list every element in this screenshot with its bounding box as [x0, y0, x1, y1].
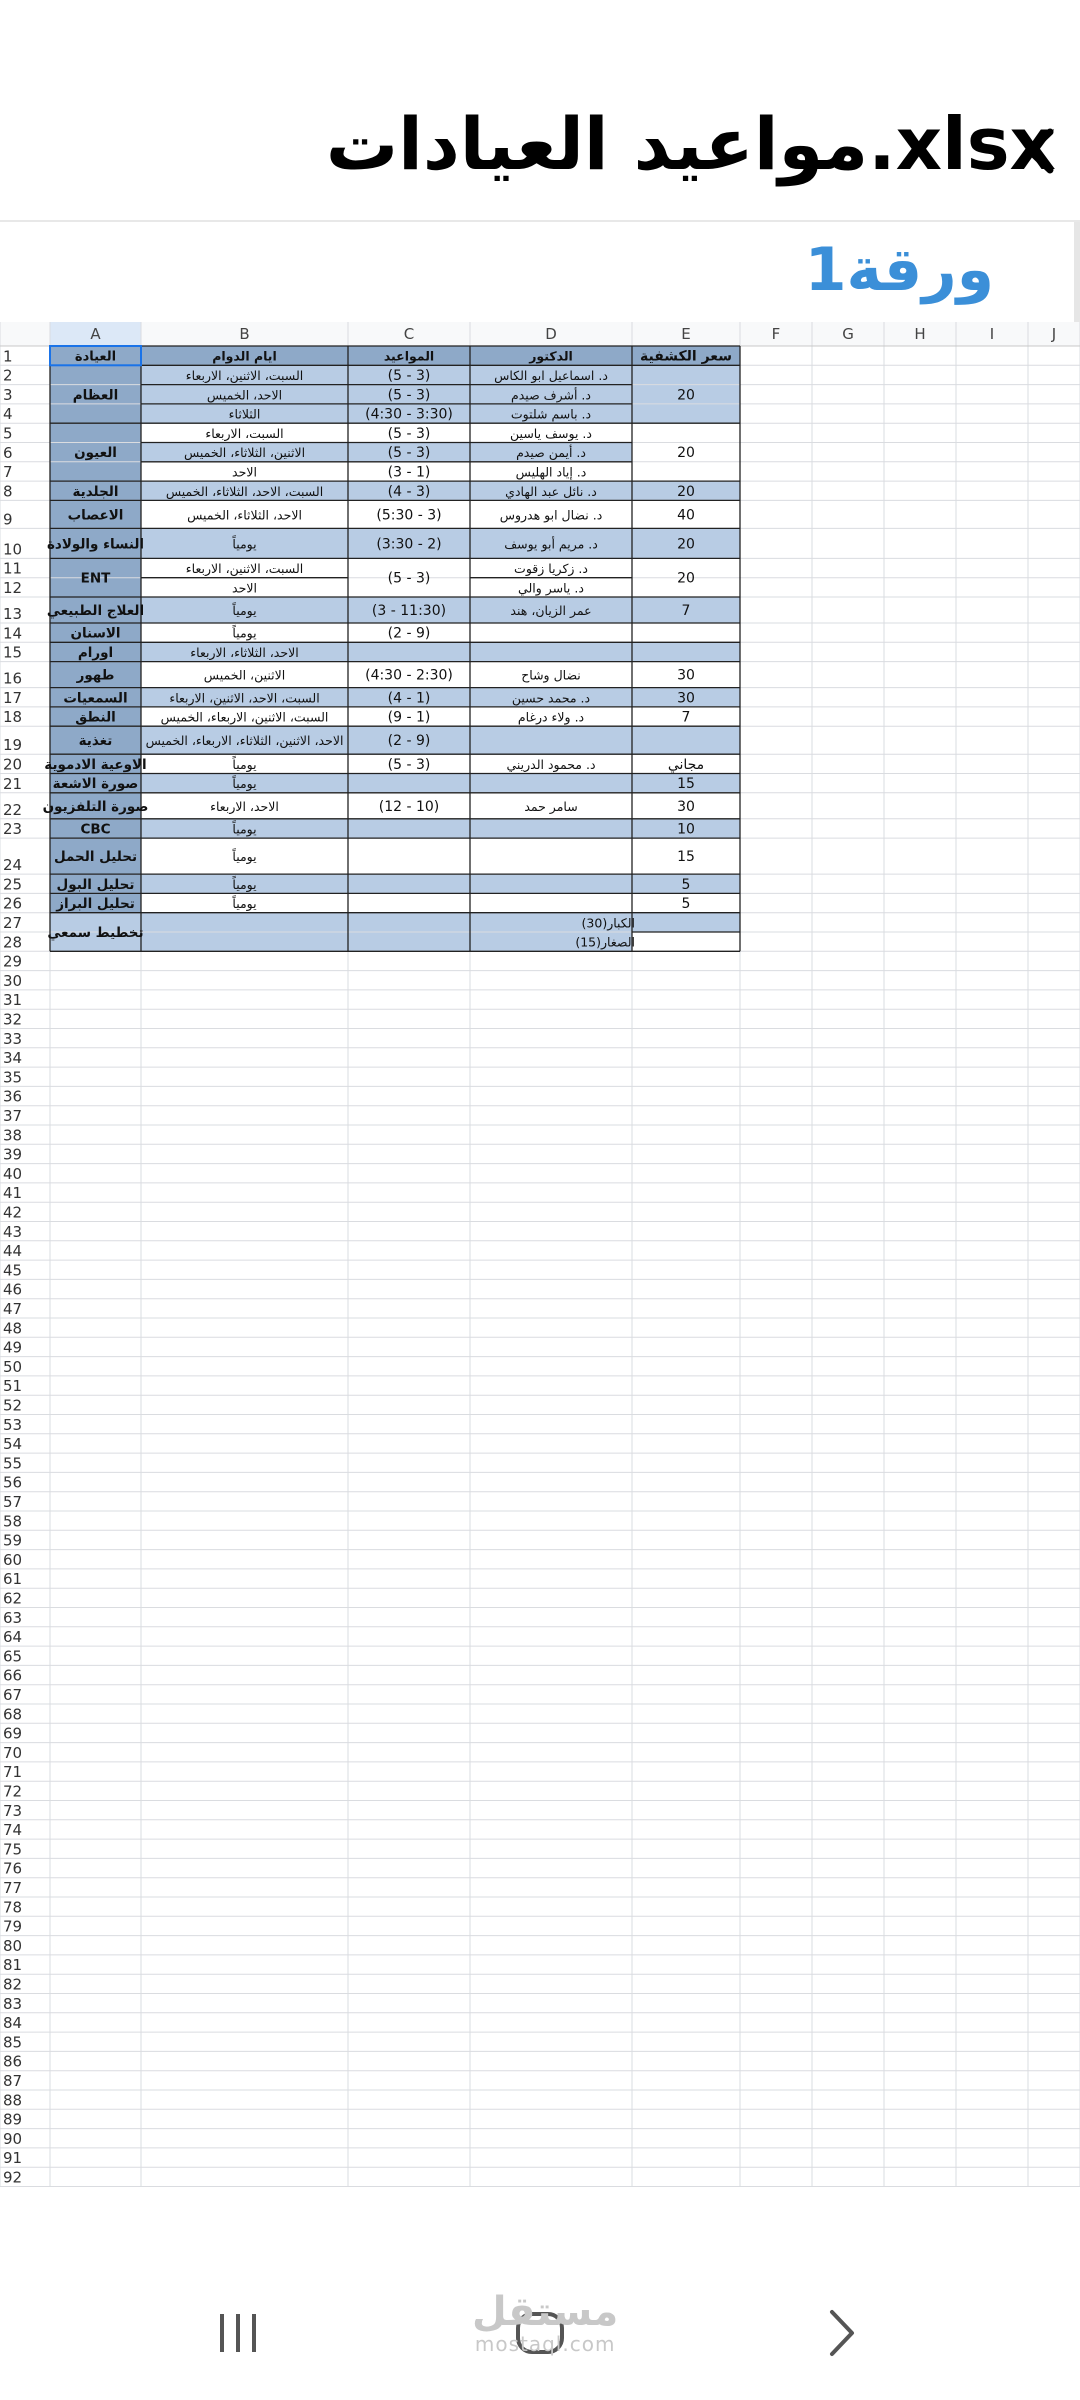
clinic-name: العلاج الطبيعي — [46, 603, 145, 619]
exam-price: 5 — [681, 896, 691, 913]
row-number[interactable]: 39 — [3, 1145, 23, 1164]
column-header-C[interactable]: C — [403, 325, 415, 343]
row-number[interactable]: 80 — [3, 1936, 23, 1955]
work-days: الاحد، الاربعاء — [210, 798, 279, 814]
row-number[interactable]: 86 — [3, 2052, 23, 2071]
work-days: يومياً — [232, 821, 257, 837]
work-days: الاثنين، الثلاثاء، الخميس — [183, 445, 306, 461]
row-number[interactable]: 71 — [3, 1763, 23, 1782]
exam-price: الكبار(30) — [581, 915, 635, 931]
exam-price: 40 — [677, 507, 695, 524]
row-number[interactable]: 27 — [3, 914, 23, 932]
clinic-name: تخطيط سمعي — [47, 925, 144, 941]
clinic-name: الاوعية الادموية — [44, 756, 147, 773]
row-number[interactable]: 72 — [3, 1782, 23, 1801]
row-fill — [141, 774, 632, 793]
row-number[interactable]: 62 — [3, 1589, 23, 1608]
row-number[interactable]: 6 — [3, 443, 13, 462]
row-number[interactable]: 56 — [3, 1473, 23, 1492]
row-number[interactable]: 70 — [3, 1743, 23, 1762]
clinic-name: النساء والولادة — [46, 536, 145, 553]
row-number[interactable]: 19 — [3, 736, 23, 755]
row-number[interactable]: 12 — [3, 579, 23, 597]
row-number[interactable]: 4 — [3, 405, 13, 424]
doctor-name: نضال وشاح — [521, 667, 581, 683]
clinic-name: تغذية — [78, 733, 113, 750]
work-days: يومياً — [232, 536, 257, 552]
file-title: مواعيد العيادات.xlsx — [325, 102, 1056, 186]
exam-price: 7 — [681, 709, 691, 726]
recents-icon[interactable] — [216, 2310, 260, 2356]
column-header-D[interactable]: D — [545, 325, 557, 343]
row-number[interactable]: 8 — [3, 482, 13, 501]
doctor-name: د. زكريا زقوت — [514, 561, 588, 577]
sheet-number: 1 — [804, 235, 847, 305]
appointment-time: (3 - 5) — [387, 570, 431, 587]
doctor-name: د. أيمن صيدم — [516, 445, 586, 461]
spreadsheet-grid[interactable] — [0, 322, 1080, 2260]
row-number[interactable]: 7 — [3, 463, 13, 482]
doctor-name: د. نائل عبد الهادي — [505, 483, 597, 499]
row-number[interactable]: 60 — [3, 1550, 23, 1569]
row-number[interactable]: 24 — [3, 856, 23, 875]
exam-price: 30 — [677, 667, 695, 684]
row-number[interactable]: 81 — [3, 1956, 23, 1975]
row-number[interactable]: 14 — [3, 624, 23, 643]
row-number[interactable]: 51 — [3, 1377, 23, 1396]
appointment-time: (3 - 4) — [387, 483, 431, 500]
appointment-time: (3 - 5) — [387, 756, 431, 773]
row-number[interactable]: 47 — [3, 1300, 23, 1318]
scroll-edge — [1074, 222, 1080, 322]
appointment-time: (9 - 2) — [387, 625, 431, 642]
work-days: الاحد — [232, 464, 257, 480]
work-days: الاحد، الخميس — [206, 387, 283, 403]
row-number[interactable]: 55 — [3, 1454, 23, 1473]
work-days: السبت، الاحد، الثلاثاء، الخميس — [165, 483, 324, 499]
row-number[interactable]: 35 — [3, 1068, 23, 1087]
appointment-time: (2 - 3:30) — [376, 536, 442, 553]
row-number[interactable]: 87 — [3, 2072, 23, 2090]
exam-price: 15 — [677, 849, 695, 866]
work-days: الاحد، الثلاثاء، الخميس — [187, 507, 302, 523]
doctor-name: سامر حمد — [524, 798, 578, 814]
row-number[interactable]: 49 — [3, 1338, 23, 1357]
work-days: الاثنين، الخميس — [203, 667, 286, 683]
row-number[interactable]: 36 — [3, 1087, 23, 1106]
row-number[interactable]: 52 — [3, 1396, 23, 1415]
exam-price: الصغار(15) — [575, 934, 635, 950]
row-number[interactable]: 22 — [3, 800, 23, 819]
row-number[interactable]: 37 — [3, 1107, 23, 1125]
clinic-name: صورة الاشعة — [52, 776, 139, 793]
row-number[interactable]: 34 — [3, 1049, 23, 1068]
appointment-time: (11:30 - 3) — [371, 603, 447, 619]
row-number[interactable]: 82 — [3, 1975, 23, 1994]
row-number[interactable]: 41 — [3, 1184, 23, 1203]
clinic-name: العظام — [72, 387, 119, 404]
appointment-time: (3 - 5) — [387, 387, 431, 404]
exam-price: 15 — [677, 776, 695, 793]
appointment-time: (1 - 3) — [387, 464, 431, 481]
row-number[interactable]: 43 — [3, 1222, 23, 1241]
sheet-tab-title[interactable] — [804, 235, 994, 305]
row-fill — [141, 819, 632, 838]
row-number[interactable]: 85 — [3, 2033, 23, 2052]
back-chevron-icon[interactable] — [826, 2308, 856, 2358]
exam-price: 20 — [677, 536, 695, 553]
work-days: الاحد، الاثنين، الثلاثاء، الاربعاء، الخميس — [145, 733, 344, 749]
appointment-time: (3:30 - 4:30) — [365, 406, 453, 423]
column-header-H[interactable]: H — [914, 325, 926, 343]
row-number[interactable]: 32 — [3, 1010, 23, 1029]
appointment-time: (3 - 5) — [387, 425, 431, 442]
row-number[interactable]: 67 — [3, 1686, 23, 1704]
clinic-name: الاعصاب — [67, 507, 124, 524]
work-days: السبت، الاحد، الاثنين، الاربعاء — [169, 690, 320, 706]
exam-price: 30 — [677, 798, 695, 815]
appointment-time: (1 - 9) — [387, 709, 431, 726]
row-number[interactable]: 54 — [3, 1435, 23, 1454]
row-number[interactable]: 28 — [3, 933, 23, 952]
row-number[interactable]: 40 — [3, 1164, 23, 1183]
back-arrow-icon[interactable] — [1020, 126, 1060, 176]
row-number[interactable]: 63 — [3, 1608, 23, 1627]
work-days: السبت، الاربعاء — [205, 425, 284, 441]
row-number[interactable]: 73 — [3, 1801, 23, 1820]
row-number[interactable]: 45 — [3, 1261, 23, 1280]
appointment-time: (9 - 2) — [387, 733, 431, 750]
header-divider — [0, 220, 1080, 222]
row-number[interactable]: 65 — [3, 1647, 23, 1666]
doctor-name: د. نضال ابو هدروس — [499, 507, 603, 523]
work-days: يومياً — [232, 896, 257, 912]
doctor-name: د. باسم شلتوت — [510, 406, 592, 422]
doctor-name: د. ياسر والي — [518, 580, 584, 596]
row-number[interactable]: 1 — [3, 347, 13, 366]
work-days: يومياً — [232, 776, 257, 792]
doctor-name: د. أشرف صيدم — [511, 387, 591, 403]
work-days: يومياً — [232, 756, 257, 772]
work-days: يومياً — [232, 625, 257, 641]
work-days: يومياً — [232, 876, 257, 892]
row-number[interactable]: 16 — [3, 669, 23, 688]
watermark-logo — [472, 2289, 619, 2356]
work-days: الاحد، الثلاثاء، الاربعاء — [190, 644, 299, 660]
row-number[interactable]: 79 — [3, 1917, 23, 1936]
row-number[interactable]: 11 — [3, 559, 23, 578]
header-doctor: الدكتور — [529, 348, 573, 364]
price-cell-fill — [632, 642, 740, 661]
row-number[interactable]: 42 — [3, 1203, 23, 1222]
row-number[interactable]: 69 — [3, 1724, 23, 1743]
exam-price: 30 — [677, 690, 695, 707]
column-header-F[interactable]: F — [771, 325, 781, 343]
row-number[interactable]: 13 — [3, 605, 23, 623]
row-number[interactable]: 3 — [3, 385, 13, 404]
row-number[interactable]: 29 — [3, 952, 23, 971]
row-number[interactable]: 17 — [3, 688, 23, 707]
cell-fill — [632, 932, 740, 951]
row-number[interactable]: 48 — [3, 1319, 23, 1338]
clinic-name: CBC — [80, 821, 111, 838]
exam-price: 20 — [677, 570, 695, 587]
row-number[interactable]: 50 — [3, 1357, 23, 1376]
clinic-name: تحليل الحمل — [53, 849, 138, 866]
clinic-name: تحليل البول — [56, 876, 135, 893]
clinic-name: ENT — [80, 570, 111, 587]
exam-price: مجاني — [667, 756, 705, 773]
row-number[interactable]: 90 — [3, 2129, 23, 2148]
watermark-sub: mostaql.com — [474, 2332, 616, 2356]
column-header-G[interactable]: G — [842, 325, 854, 343]
row-number[interactable]: 21 — [3, 774, 23, 793]
row-number[interactable]: 92 — [3, 2168, 23, 2187]
doctor-name: د. اسماعيل ابو الكاس — [494, 367, 608, 383]
row-number[interactable]: 57 — [3, 1493, 23, 1511]
row-number[interactable]: 91 — [3, 2149, 23, 2168]
appointment-time: (3 - 5:30) — [376, 507, 442, 524]
appointment-time: (3 - 5) — [387, 445, 431, 462]
clinic-name: السمعيات — [63, 690, 128, 707]
row-number[interactable]: 58 — [3, 1512, 23, 1531]
row-number[interactable]: 46 — [3, 1280, 23, 1299]
row-number[interactable]: 44 — [3, 1242, 23, 1261]
row-number[interactable]: 68 — [3, 1705, 23, 1724]
appointment-time: (10 - 12) — [378, 798, 440, 815]
row-number[interactable]: 20 — [3, 755, 23, 774]
row-number[interactable]: 5 — [3, 424, 13, 443]
row-number[interactable]: 89 — [3, 2110, 23, 2129]
row-number[interactable]: 75 — [3, 1840, 23, 1859]
app-header — [0, 0, 1080, 220]
header-days: ايام الدوام — [212, 348, 277, 364]
row-number[interactable]: 9 — [3, 510, 13, 529]
row-number[interactable]: 59 — [3, 1531, 23, 1550]
appointment-time: (1 - 4) — [387, 690, 431, 707]
work-days: الاحد — [232, 580, 257, 596]
doctor-name: د. محمود الدريني — [506, 756, 596, 772]
cell-backgrounds — [0, 322, 1080, 2187]
row-number[interactable]: 53 — [3, 1415, 23, 1434]
exam-price: 7 — [681, 603, 691, 619]
row-number[interactable]: 77 — [3, 1879, 23, 1897]
exam-price: 20 — [677, 387, 695, 404]
exam-price: 10 — [677, 821, 695, 838]
doctor-name: د. يوسف ياسين — [510, 425, 592, 441]
column-header-B[interactable]: B — [239, 325, 250, 343]
row-number[interactable]: 66 — [3, 1666, 23, 1685]
row-number[interactable]: 18 — [3, 708, 23, 727]
appointment-time: (2:30 - 4:30) — [365, 667, 453, 684]
column-header-I[interactable]: I — [989, 325, 995, 343]
doctor-name: د. ولاء درغام — [517, 709, 585, 725]
work-days: السبت، الاثنين، الاربعاء — [185, 367, 304, 383]
clinic-name: الاسنان — [70, 625, 121, 642]
doctor-name: د. مريم أبو يوسف — [504, 536, 598, 552]
clinic-name: العيون — [74, 445, 117, 462]
row-fill — [141, 874, 632, 893]
clinic-name: طهور — [76, 667, 115, 684]
row-number[interactable]: 78 — [3, 1898, 23, 1917]
row-number[interactable]: 15 — [3, 643, 23, 662]
row-number[interactable]: 30 — [3, 971, 23, 990]
column-header-J[interactable]: J — [1051, 325, 1057, 343]
row-number[interactable]: 64 — [3, 1628, 23, 1647]
work-days: السبت، الاثنين، الاربعاء — [185, 561, 304, 577]
price-cell-fill — [632, 726, 740, 754]
watermark-main: مستقل — [472, 2289, 619, 2335]
column-header-E[interactable]: E — [681, 325, 691, 343]
header-clinic: العيادة — [74, 349, 117, 365]
clinic-name: صورة التلفزيون — [42, 798, 149, 815]
row-number[interactable]: 76 — [3, 1859, 23, 1878]
exam-price: 20 — [677, 483, 695, 500]
appointment-time: (3 - 5) — [387, 367, 431, 384]
header-price: سعر الكشفية — [640, 348, 732, 365]
row-number[interactable]: 61 — [3, 1570, 23, 1589]
clinic-name: الجلدية — [72, 483, 119, 500]
row-number[interactable]: 88 — [3, 2091, 23, 2110]
doctor-name: د. محمد حسين — [511, 690, 591, 706]
work-days: يومياً — [232, 849, 257, 865]
sheet-name: ورقة — [846, 235, 994, 305]
exam-price: 5 — [681, 876, 691, 893]
row-number[interactable]: 25 — [3, 875, 23, 894]
clinic-name: اورام — [77, 644, 114, 661]
clinic-name: النطق — [75, 709, 116, 726]
row-number[interactable]: 31 — [3, 991, 23, 1010]
row-number[interactable]: 10 — [3, 540, 23, 559]
column-header-A[interactable]: A — [90, 325, 101, 343]
row-number[interactable]: 74 — [3, 1821, 23, 1840]
work-days: الثلاثاء — [228, 406, 261, 422]
row-number[interactable]: 2 — [3, 366, 13, 385]
work-days: السبت، الاثنين، الاربعاء، الخميس — [160, 709, 329, 725]
row-number[interactable]: 33 — [3, 1029, 23, 1048]
row-number[interactable]: 23 — [3, 820, 23, 839]
row-number[interactable]: 26 — [3, 894, 23, 913]
doctor-name: عمر الزيان، هند — [510, 603, 592, 618]
row-number[interactable]: 83 — [3, 1994, 23, 2013]
clinic-name: تحليل البراز — [56, 896, 135, 913]
header-times: المواعيد — [383, 348, 435, 364]
exam-price: 20 — [677, 445, 695, 462]
doctor-name: د. إياد الهليس — [515, 464, 587, 480]
row-number[interactable]: 38 — [3, 1126, 23, 1145]
work-days: يومياً — [232, 603, 257, 618]
row-number[interactable]: 84 — [3, 2014, 23, 2033]
